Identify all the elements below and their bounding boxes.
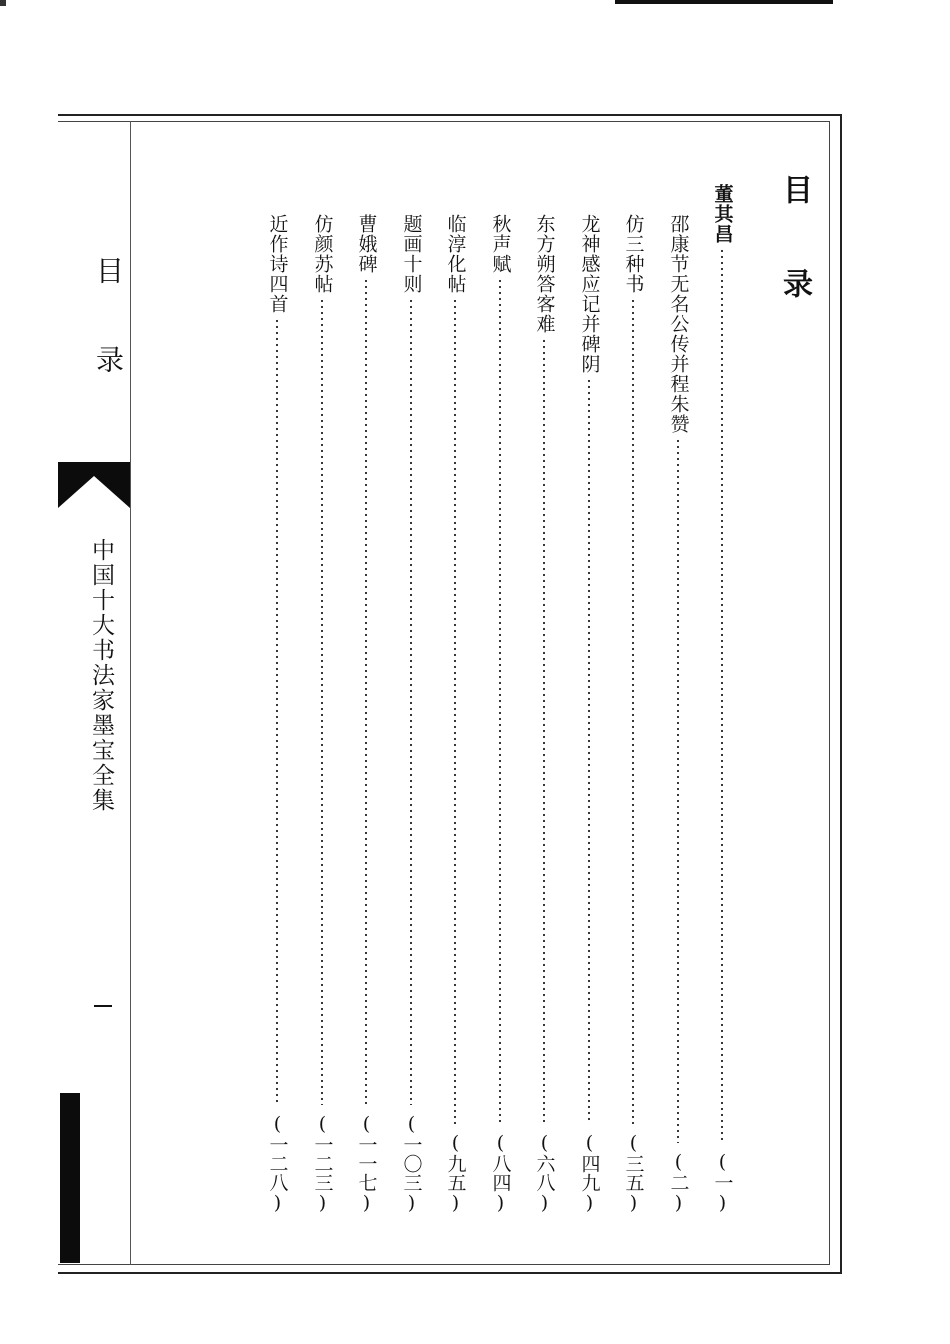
corner-scan-mark (0, 0, 6, 6)
toc-entry-page: (一二八) (266, 1113, 289, 1214)
toc-entry-title: 龙神感应记并碑阴 (578, 214, 601, 374)
toc-author-page: (一) (711, 1151, 734, 1214)
dot-leader (721, 248, 723, 1143)
toc-entry[interactable] (577, 214, 601, 1214)
frame-inner-top-rule (58, 121, 830, 122)
toc-entry-title: 仿颜苏帖 (311, 214, 334, 294)
toc-entry-title: 秋声赋 (489, 214, 512, 274)
toc-entry[interactable] (354, 214, 378, 1214)
toc-entry-title: 邵康节无名公传并程朱赞 (667, 214, 690, 434)
top-scan-rule (615, 0, 833, 4)
toc-entry-page: (四九) (578, 1132, 601, 1214)
spine-black-block (60, 1093, 80, 1263)
dot-leader (543, 338, 545, 1124)
toc-entry[interactable] (621, 214, 645, 1214)
frame-outer-bottom-rule (58, 1272, 842, 1274)
toc-entry[interactable] (399, 214, 423, 1214)
toc-entry[interactable] (666, 214, 690, 1214)
toc-entry-title: 曹娥碑 (355, 214, 378, 274)
toc-entry-page: (一〇三) (400, 1113, 423, 1214)
toc-entry-page: (二) (667, 1151, 690, 1214)
spine-divider (130, 121, 131, 1265)
toc-entry-page: (三五) (622, 1132, 645, 1214)
frame-outer-top-rule (58, 114, 842, 116)
dot-leader (454, 298, 456, 1124)
spine-label-mu: 目 (92, 256, 125, 284)
toc-entry-page: (一一七) (355, 1113, 378, 1214)
frame-outer-right-rule (840, 114, 842, 1274)
toc-entry-page: (六八) (533, 1132, 556, 1214)
toc-entry-title: 题画十则 (400, 214, 423, 294)
toc-entry[interactable] (265, 214, 289, 1214)
toc-title-lu: 录 (777, 268, 812, 298)
toc-author: 董其昌 (711, 184, 734, 244)
toc-entry-page: (一二三) (311, 1113, 334, 1214)
toc-entry[interactable] (532, 214, 556, 1214)
toc-entry-title: 临淳化帖 (444, 214, 467, 294)
toc-author-entry[interactable] (710, 184, 734, 1214)
dot-leader (588, 378, 590, 1124)
toc-title-mu: 目 (777, 174, 812, 204)
dot-leader (410, 298, 412, 1105)
dot-leader (499, 278, 501, 1124)
dot-leader (632, 298, 634, 1124)
toc-entry-page: (九五) (444, 1132, 467, 1214)
frame-inner-right-rule (829, 121, 830, 1265)
spine-page-number-text (92, 993, 114, 1015)
dot-leader (276, 318, 278, 1105)
dot-leader (321, 298, 323, 1105)
spine-page-number (94, 1005, 112, 1007)
toc-entry-title: 东方朔答客难 (533, 214, 556, 334)
spine-label-lu: 录 (92, 345, 125, 373)
spine-series-title: 中国十大书法家墨宝全集 (88, 538, 114, 813)
toc-entry[interactable] (310, 214, 334, 1214)
dot-leader (365, 278, 367, 1105)
toc-entry[interactable] (443, 214, 467, 1214)
toc-entry-title: 仿三种书 (622, 214, 645, 294)
dot-leader (677, 438, 679, 1143)
spine-arrow-icon (58, 462, 130, 508)
toc-entry-title: 近作诗四首 (266, 214, 289, 314)
toc-entry[interactable] (488, 214, 512, 1214)
toc-entry-page: (八四) (489, 1132, 512, 1214)
frame-inner-bottom-rule (58, 1264, 830, 1265)
